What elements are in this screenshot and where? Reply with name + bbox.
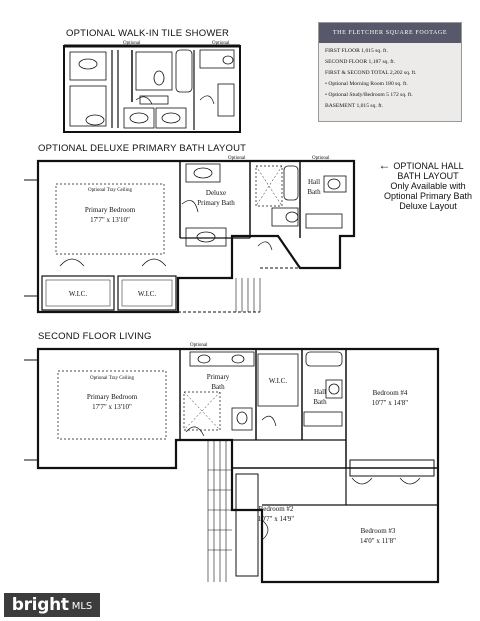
room-label: Bedroom #4	[372, 389, 408, 397]
info-line: • Optional Study/Bedroom 5 172 sq. ft.	[325, 92, 413, 98]
room-label: W.I.C.	[137, 290, 157, 298]
optional-label: Optional	[228, 156, 246, 161]
room-label: Bath	[307, 188, 321, 196]
room-dimension: 10'7" x 14'9"	[257, 515, 295, 523]
optional-label: Optional	[190, 343, 208, 348]
second-floor-plan	[24, 349, 438, 582]
logo-brand: bright	[11, 595, 69, 615]
left-arrow-icon: ←	[378, 158, 391, 172]
second-floor-heading: SECOND FLOOR LIVING	[38, 331, 152, 342]
room-label: Bath	[211, 383, 225, 391]
room-dimension: 17'7" x 13'10"	[92, 403, 132, 411]
square-footage-title: THE FLETCHER SQUARE FOOTAGE	[319, 23, 461, 43]
optional-label: Optional	[123, 41, 141, 46]
room-label: Primary Bath	[197, 199, 235, 207]
room-label: Hall	[307, 178, 321, 186]
room-label: Primary	[206, 373, 230, 381]
room-label: Bath	[313, 398, 327, 406]
room-dimension: 17'7" x 13'10"	[90, 216, 130, 224]
room-label: Deluxe	[205, 189, 227, 197]
info-line: SECOND FLOOR 1,187 sq. ft.	[325, 59, 396, 65]
room-dimension: 10'7" x 14'8"	[371, 399, 409, 407]
walk-in-shower-heading: OPTIONAL WALK-IN TILE SHOWER	[66, 28, 230, 39]
callout-line: Deluxe Layout	[399, 201, 457, 211]
info-line: FIRST & SECOND TOTAL 2,202 sq. ft.	[325, 70, 417, 76]
room-dimension: 14'0" x 11'8"	[360, 537, 396, 545]
bright-mls-logo	[4, 593, 100, 617]
optional-label: Optional	[312, 156, 330, 161]
callout-line: BATH LAYOUT	[397, 171, 459, 181]
logo-suffix: MLS	[71, 601, 93, 612]
room-label: W.I.C.	[68, 290, 88, 298]
tray-ceiling-label: Optional Tray Ceiling	[90, 376, 134, 381]
room-label: Primary Bedroom	[86, 393, 138, 401]
callout-line: Only Available with	[390, 181, 466, 191]
optional-label: Optional	[212, 41, 230, 46]
callout-line: Optional Primary Bath	[383, 191, 473, 201]
callout-line: OPTIONAL HALL	[393, 161, 464, 171]
info-line: FIRST FLOOR 1,015 sq. ft.	[325, 48, 388, 54]
room-label: Bedroom #3	[360, 527, 396, 535]
room-label: W.I.C.	[268, 377, 288, 385]
tray-ceiling-label: Optional Tray Ceiling	[88, 188, 132, 193]
room-label: Primary Bedroom	[84, 206, 136, 214]
info-line: • Optional Morning Room 180 sq. ft.	[325, 81, 408, 87]
room-label: Bedroom #2	[258, 505, 294, 513]
walk-in-shower-plan	[64, 46, 240, 132]
deluxe-bath-heading: OPTIONAL DELUXE PRIMARY BATH LAYOUT	[38, 143, 247, 154]
room-label: Hall	[313, 388, 327, 396]
info-line: BASEMENT 1,015 sq. ft.	[325, 103, 384, 109]
